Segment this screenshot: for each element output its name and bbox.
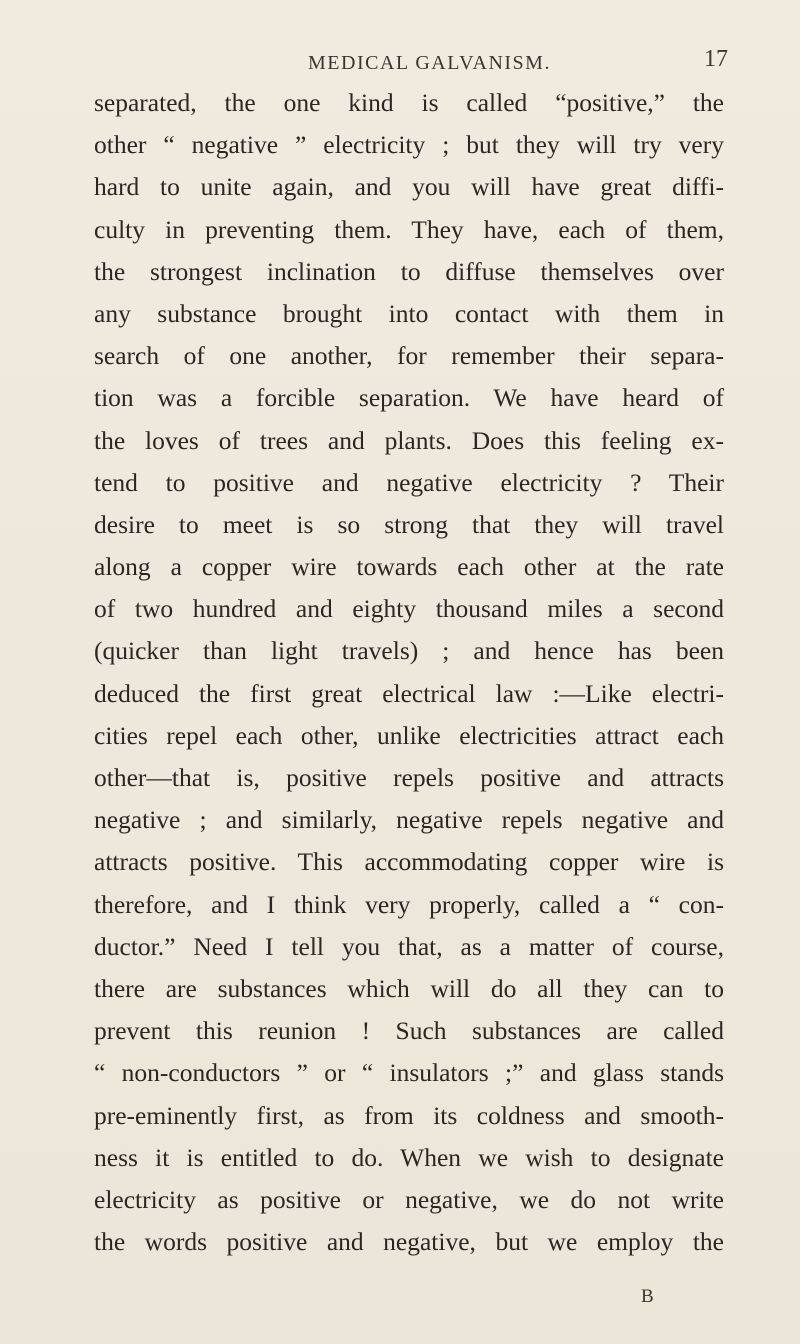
text-line: the loves of trees and plants. Does this feeling ex- [94,425,724,455]
text-line: negative ; and similarly, negative repels negative and [94,805,724,835]
text-line: therefore, and I think very properly, called a “ con- [94,889,724,919]
text-line: tion was a forcible separation. We have heard of [94,383,724,413]
text-line: cities repel each other, unlike electricities attract each [94,720,724,750]
signature-mark: B [641,1286,654,1307]
text-line: ness it is entitled to do. When we wish to designate [94,1142,724,1172]
text-line: other “ negative ” electricity ; but they will try very [94,130,724,160]
text-line: along a copper wire towards each other at the rate [94,552,724,582]
text-line: deduced the first great electrical law :—Like electri- [94,678,724,708]
text-line: separated, the one kind is called “positive,” the [94,88,724,117]
text-line: desire to meet is so strong that they will travel [94,509,724,539]
text-line: ductor.” Need I tell you that, as a matter of course, [94,931,724,961]
text-line: the words positive and negative, but we employ the [94,1227,724,1257]
text-line: electricity as positive or negative, we do not write [94,1184,724,1214]
text-line: pre-eminently first, as from its coldness and smooth- [94,1100,724,1130]
text-line: search of one another, for remember their separa- [94,341,724,371]
text-line: hard to unite again, and you will have great diffi- [94,172,724,202]
text-line: (quicker than light travels) ; and hence has been [94,636,724,666]
text-line: “ non-conductors ” or “ insulators ;” and glass stands [94,1058,724,1088]
text-line: other—that is, positive repels positive and attracts [94,763,724,792]
text-line: of two hundred and eighty thousand miles a second [94,594,724,624]
text-line: attracts positive. This accommodating copper wire is [94,847,724,877]
text-line: prevent this reunion ! Such substances are called [94,1016,724,1046]
text-line: any substance brought into contact with them in [94,298,724,328]
text-line: culty in preventing them. They have, each of them, [94,214,724,244]
text-line: tend to positive and negative electricity ? Their [94,467,724,497]
text-line: there are substances which will do all they can to [94,973,724,1003]
page-number: 17 [704,46,728,72]
body-text [94,82,724,1263]
running-head: MEDICAL GALVANISM. [308,52,551,74]
text-line: the strongest inclination to diffuse themselves over [94,256,724,286]
